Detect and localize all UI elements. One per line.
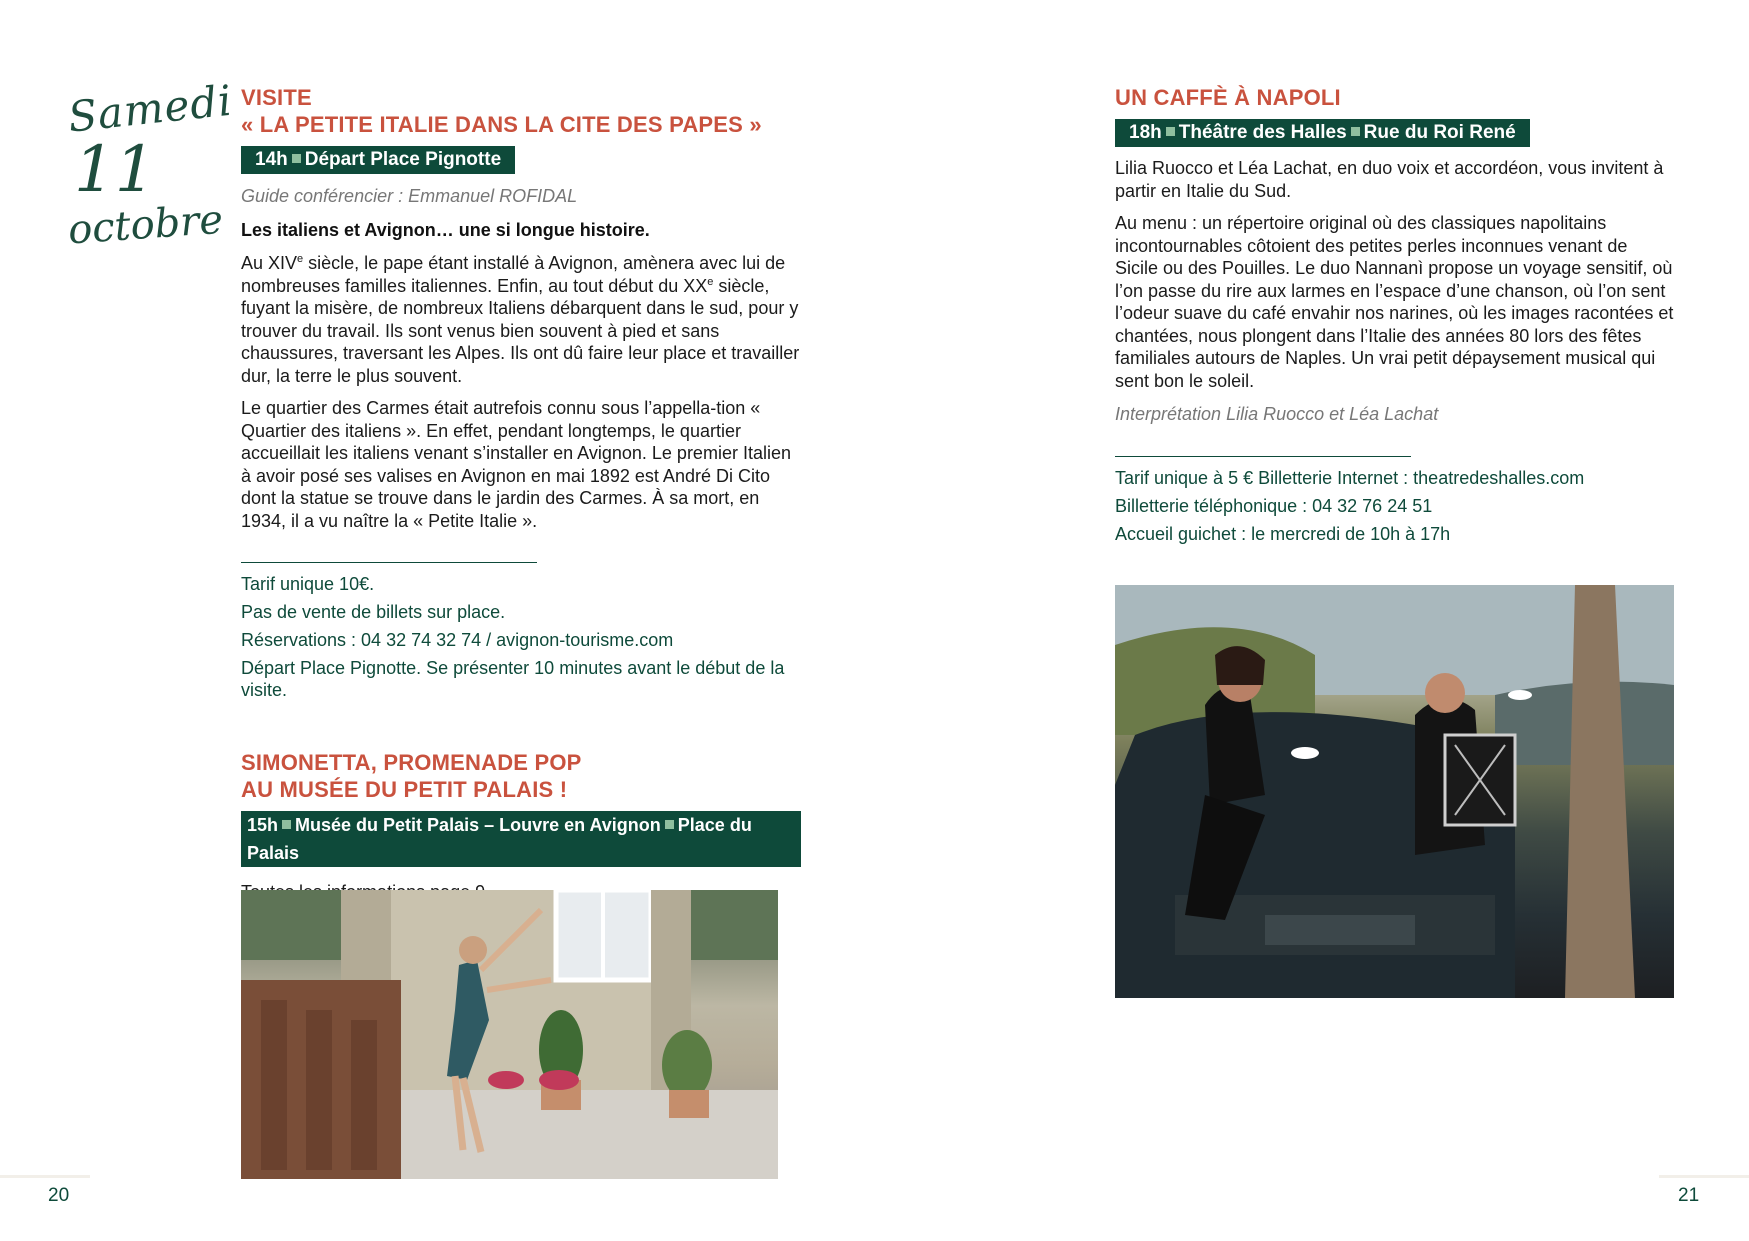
event-time-place-tag (1115, 119, 1530, 147)
square-separator-icon (1351, 127, 1360, 136)
info-line: Tarif unique 10€. (241, 574, 375, 594)
performer-credit: Interprétation Lilia Ruocco et Léa Lachat (1115, 404, 1439, 424)
date-day: 11 (74, 133, 156, 207)
superscript: e (297, 253, 304, 265)
page-edge-right (1659, 1175, 1749, 1178)
date-weekday: Samedi (65, 75, 235, 142)
event-title: UN CAFFÈ À NAPOLI (1115, 85, 1341, 110)
page-edge-left (0, 1175, 90, 1178)
left-column (241, 84, 801, 904)
event-paragraph-1 (241, 252, 801, 387)
event-time: 18h (1129, 122, 1162, 143)
photo-duo (1115, 585, 1674, 998)
event-simonetta (241, 749, 801, 904)
para-text: Au XIV (241, 253, 298, 273)
event-place: Théâtre des Halles (1178, 122, 1347, 143)
event-caffe-napoli (1115, 84, 1675, 545)
info-line: Accueil guichet : le mercredi de 10h à 17h (1115, 524, 1451, 544)
event-visite (241, 84, 801, 701)
event-place: Départ Place Pignotte (304, 149, 502, 170)
para-text: siècle, fuyant la misère, de nombreux Italiens débarquent dans le sud, pour y trouver du travail. Ils sont venus bien souvent à pied et sans chaussures, traversant les Alpes. Ils ont dû faire leur place et travailler dur, la terre le plus souvent. (241, 275, 800, 386)
square-separator-icon (1166, 127, 1175, 136)
info-line: Tarif unique à 5 € Billetterie Internet : theatredeshalles.com (1115, 468, 1585, 488)
event-title (241, 84, 801, 138)
event-place: Musée du Petit Palais – Louvre en Avignon (295, 815, 661, 835)
divider-rule (241, 562, 537, 563)
divider-rule (1115, 456, 1411, 457)
photo-dancer-illustration (241, 890, 778, 1179)
info-line: Départ Place Pignotte. Se présenter 10 minutes avant le début de la visite. (241, 658, 785, 700)
event-lead: Les italiens et Avignon… une si longue histoire. (241, 220, 650, 240)
photo-dancer (241, 890, 778, 1179)
event-paragraph-2: Le quartier des Carmes était autrefois connu sous l’appella-tion « Quartier des italiens ». En effet, pendant longtemps, le quartier accueillait les italiens venant s’installer en Avignon. Le premier Italien à avoir posé ses valises en Avignon en mai 1892 est André Di Cito dont la statue se trouve dans le jardin des Carmes. À sa mort, en 1934, il a vu naître la « Petite Italie ». (241, 398, 791, 531)
superscript: e (707, 275, 714, 288)
event-time: 14h (255, 149, 288, 170)
event-title-line2: « LA PETITE ITALIE DANS LA CITE DES PAPES » (241, 112, 762, 137)
event-time-place-tag (241, 146, 515, 174)
event-time-place-tag (241, 811, 801, 867)
event-paragraph-2: Au menu : un répertoire original où des classiques napolitains incontournables côtoient des petites perles inconnues venant de Sicile ou des Pouilles. Le duo Nannanì propose un voyage sensitif, où l’on passe du rire aux larmes en l’espace d’une chanson, où l’on sent l’odeur suave du café envahir nos narines, où les images racontées et chantées, nous plongent dans l’Italie des années 80 lors des fêtes familiales autours de Naples. Un vrai petit dépaysement musical qui sent bon le soleil. (1115, 213, 1674, 391)
info-line: Réservations : 04 32 74 32 74 / avignon-tourisme.com (241, 630, 674, 650)
event-title (241, 749, 801, 803)
square-separator-icon (665, 820, 674, 829)
para-text: siècle, le pape étant installé à Avignon, amènera avec lui de nombreuses familles italiennes. Enfin, au tout début du XX (241, 253, 786, 296)
event-time: 15h (247, 815, 279, 835)
square-separator-icon (292, 154, 301, 163)
page-number-right: 21 (1678, 1185, 1700, 1206)
info-line: Billetterie téléphonique : 04 32 76 24 51 (1115, 496, 1433, 516)
info-line: Pas de vente de billets sur place. (241, 602, 506, 622)
event-title-line2: AU MUSÉE DU PETIT PALAIS ! (241, 777, 568, 802)
photo-duo-illustration (1115, 585, 1674, 998)
square-separator-icon (282, 820, 291, 829)
page-number-left: 20 (48, 1185, 70, 1206)
event-place: Rue du Roi René (1363, 122, 1516, 143)
event-paragraph-1: Lilia Ruocco et Léa Lachat, en duo voix et accordéon, vous invitent à partir en Italie du Sud. (1115, 158, 1664, 201)
event-title-line1: VISITE (241, 85, 312, 110)
event-title-line1: SIMONETTA, PROMENADE POP (241, 750, 582, 775)
right-column (1115, 84, 1675, 545)
event-place: Place du Palais (247, 815, 752, 863)
date-block (65, 75, 235, 254)
date-month: octobre (66, 196, 225, 254)
guide-credit: Guide conférencier : Emmanuel ROFIDAL (241, 186, 578, 206)
